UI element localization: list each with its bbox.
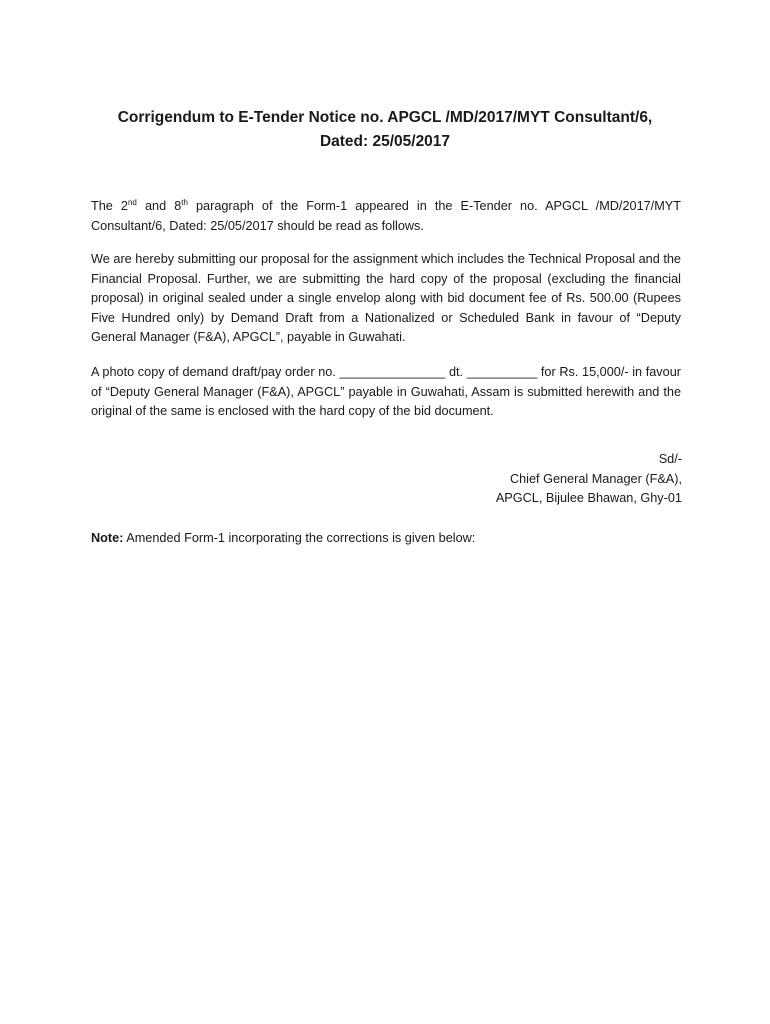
note [91,529,475,549]
title-line-2: Dated: 25/05/2017 [319,133,451,150]
signature-designation: Chief General Manager (F&A), [509,471,682,486]
para1-text-1: The 2 [91,199,128,213]
signature-block [496,450,682,509]
note-text: Amended Form-1 incorporating the corrections is given below: [123,531,476,545]
paragraph-2: We are hereby submitting our proposal for the assignment which includes the Technical Proposal and the Financial Proposal. Further, we are submitting the hard copy of the proposal (excluding the financial proposal) in original sealed under a single envelop along with bid document fee of Rs. 500.00 (Rupees Five Hundred only) by Demand Draft from a Nationalized or Scheduled Bank in favour of “Deputy General Manager (F&A), APGCL”, payable in Guwahati. [91,252,681,345]
title-line-1: Corrigendum to E-Tender Notice no. APGCL /MD/2017/MYT Consultant/6, [117,109,653,126]
page-title [60,106,710,154]
paragraph-3: A photo copy of demand draft/pay order no. _______________ dt. __________ for Rs. 15,000/- in favour of “Deputy General Manager (F&A), APGCL” payable in Guwahati, Assam is submitted herewith and the original of the same is enclosed with the hard copy of the bid document. [91,365,681,419]
note-label: Note: [91,531,124,545]
signature-address: APGCL, Bijulee Bhawan, Ghy-01 [495,491,682,506]
para1-text-3: paragraph of the Form-1 appeared in the E-Tender no. APGCL /MD/2017/MYT Consultant/6, Dated: 25/05/2017 should be read as follows. [91,199,681,233]
para1-text-2: and 8 [136,199,182,213]
para1-superscript-1: nd [127,197,137,207]
para1-superscript-2: th [181,197,188,207]
paragraph-1 [91,197,681,236]
signature-sd: Sd/- [658,452,682,466]
